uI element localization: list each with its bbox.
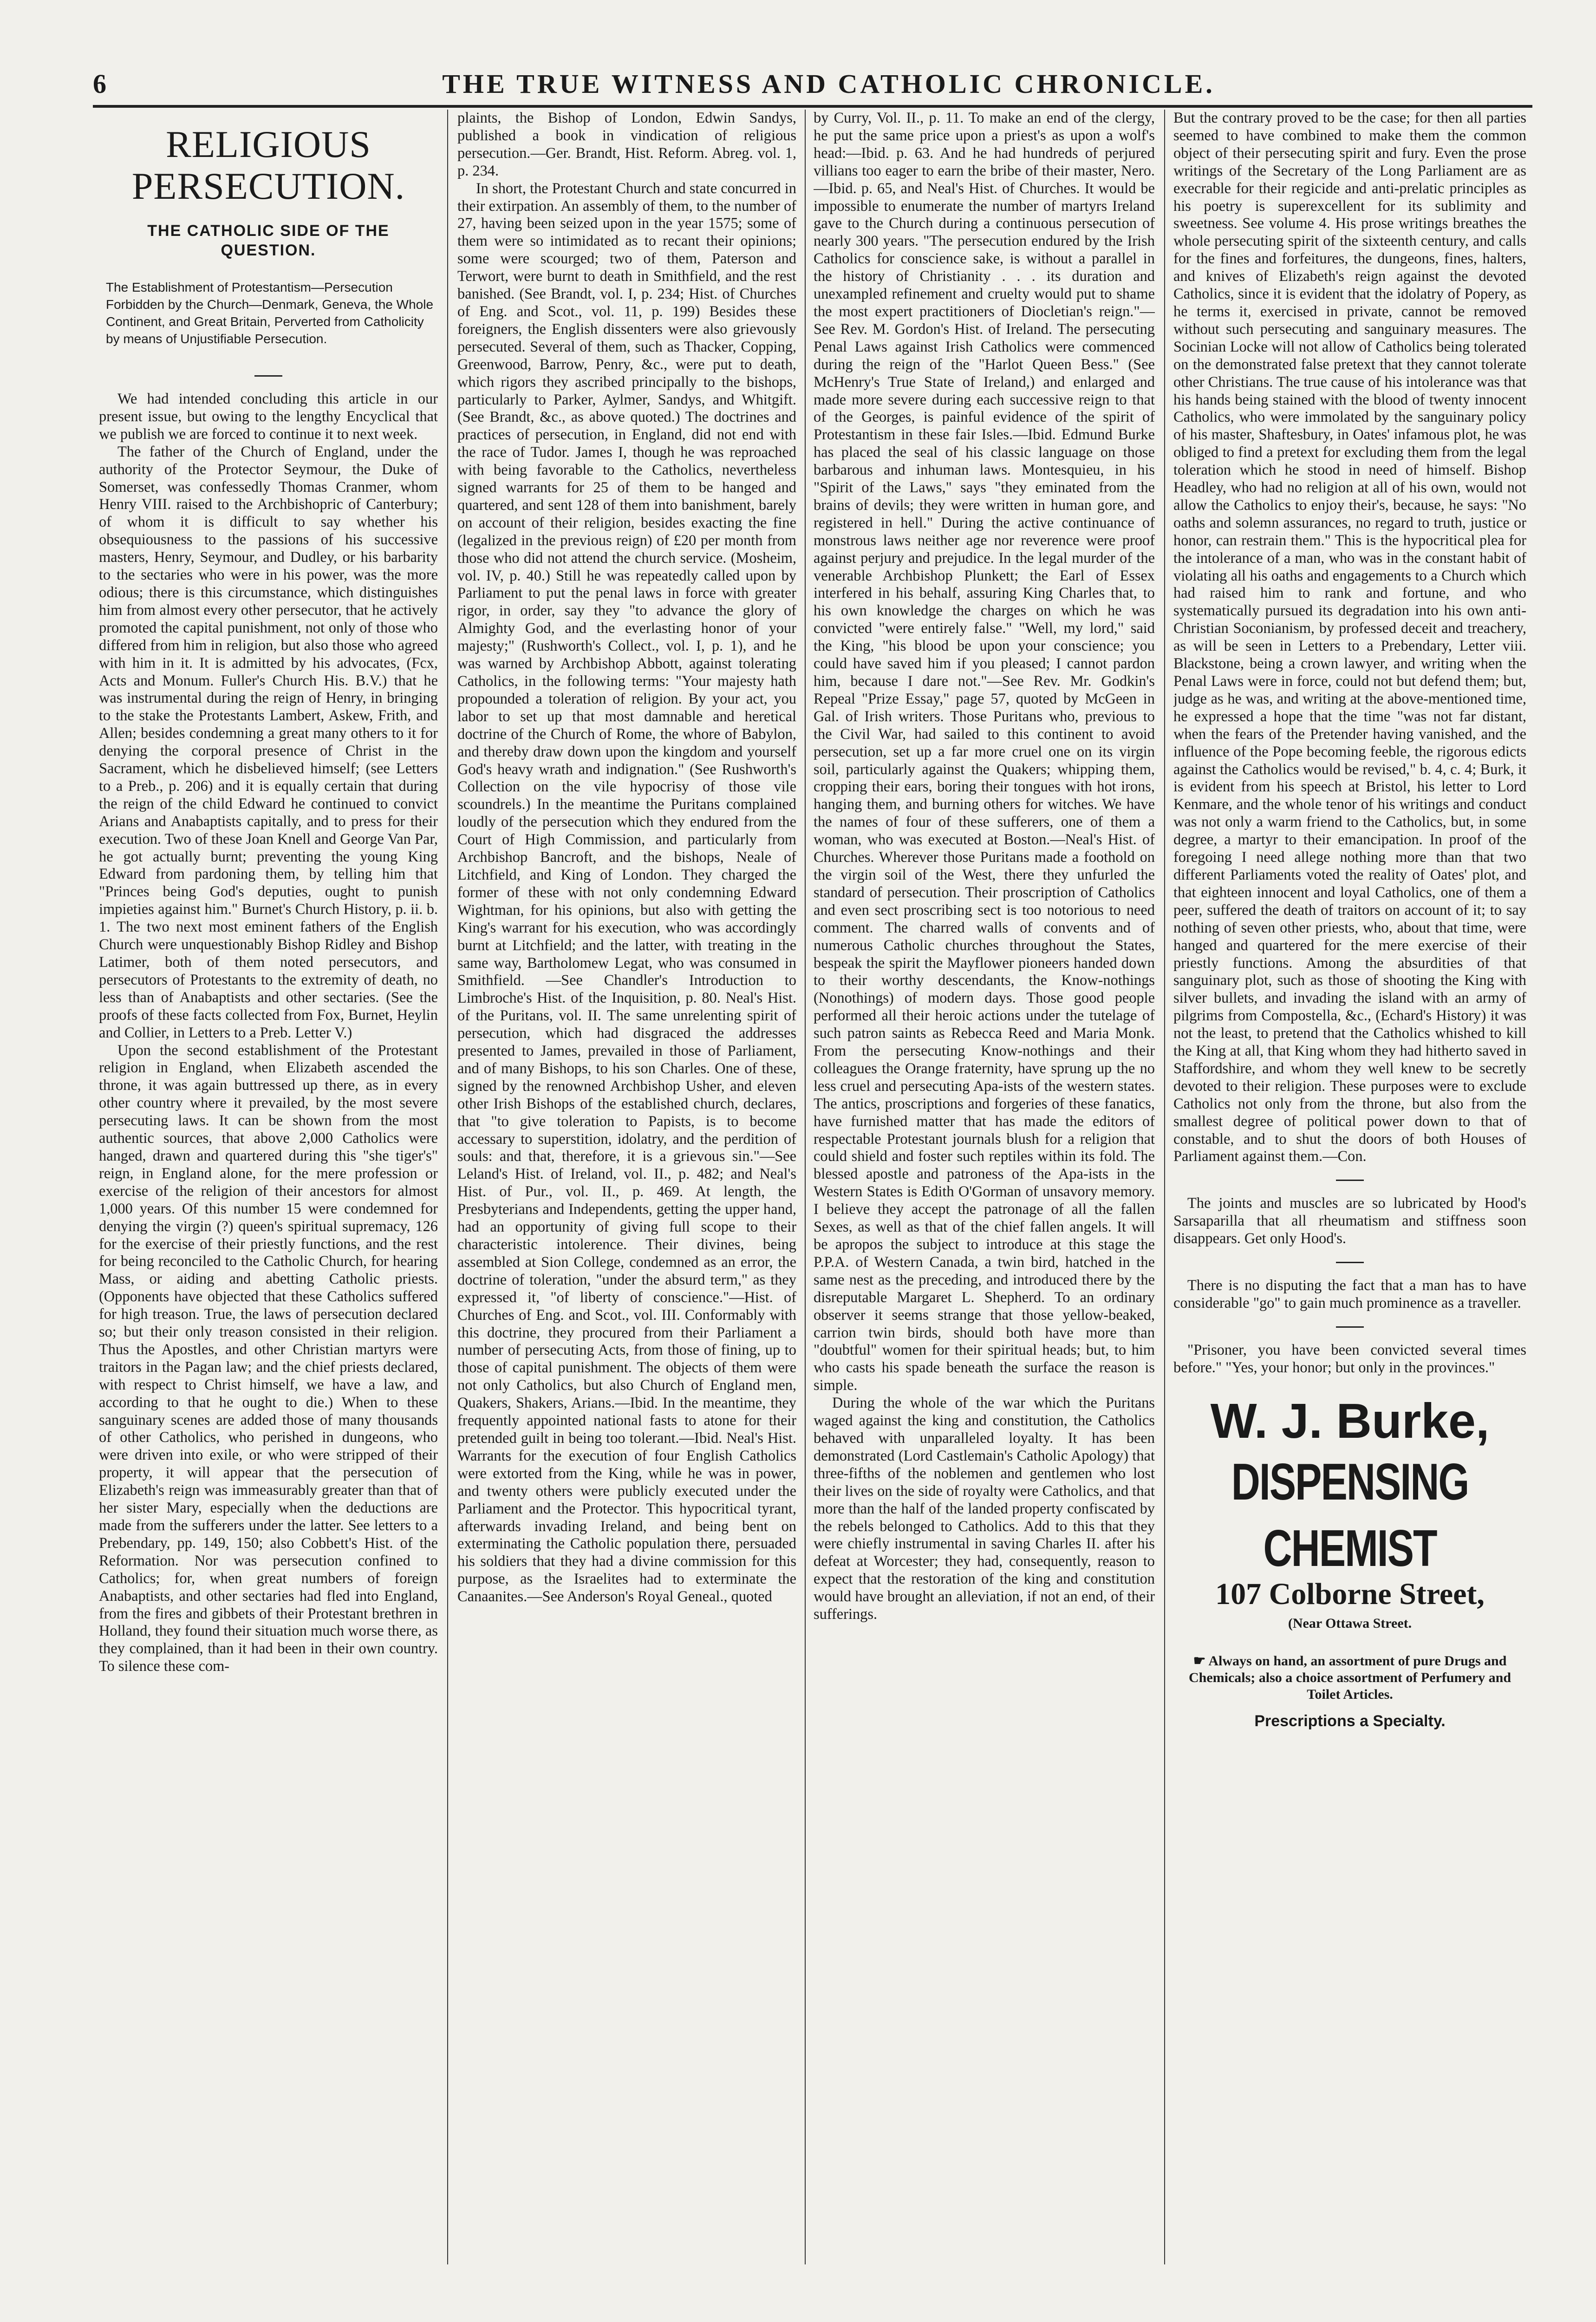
separator-rule xyxy=(1336,1262,1364,1263)
ad-body: ☛ Always on hand, an assortment of pure Drugs and Chemicals; also a choice assortment of Perfumery and Toilet Articles. xyxy=(1188,1653,1511,1702)
paragraph: plaints, the Bishop of London, Edwin Sandys, published a book in vindication of religious persecution.—Ger. Brandt, Hist. Reform. Abreg. vol. 1, p. 234. xyxy=(457,110,796,179)
prisoner-note: "Prisoner, you have been convicted several times before." "Yes, your honor; but only in the provinces." xyxy=(1173,1341,1526,1376)
paragraph: But the contrary proved to be the case; for then all parties seemed to have combined to make them the common object of their persecuting spirit and fury. Even the prose writings of the Secretary of the Long Parliament are as execrable for their regicide and anti-prelatic principles as his poetry is superexcellent for its sublimity and sweetness. See volume 4. His prose writings breathes the whole persecuting spirit of the sixteenth century, and calls for the fines and forfeitures, the dungeons, fines, halters, and knives of Elizabeth's reign against the devoted Catholics, since it is evident that the idolatry of Popery, as he terms it, exercised in private, cannot be removed without such persecuting and sanguinary measures. The Socinian Locke will not allow of Catholics being tolerated on the demonstrated false pretext that they cannot tolerate other Christians. The true cause of his intolerance was that his hands being stained with the blood of twenty innocent Catholics, who were immolated by the sanguinary policy of his master, Shaftesbury, in Oates' infamous plot, he was obliged to find a pretext for excluding them from the legal toleration which he stood in need of himself. Bishop Headley, who had no religion at all of his own, would not allow the Catholics to enjoy their's, because, he says: "No oaths and solemn assurances, no regard to truth, justice or honor, can restrain them." This is the hypocritical plea for the intolerance of a man, who was in the constant habit of violating all his oaths and engagements to a Church which had raised him to rank and fortune, and who systematically pursued its degradation into his own anti-Christian Soconianism, by professed deceit and treachery, as will be seen in Letters to a Prebendary, Letter viii. Blackstone, being a crown lawyer, and writing when the Penal Laws were in force, could not but defend them; but, judge as he was, and writing at the above-mentioned time, he expressed a hope that the time "was not far distant, when the fears of the Pretender having vanished, and the influence of the Pope becoming feeble, the rigorous edicts against the Catholics would be revised," b. 4, c. 4; Burk, it is evident from his speech at Bristol, his letter to Lord Kenmare, and the whole tenor of his writings and conduct was not only a warm friend to the Catholics, but, in some degree, a martyr to their emancipation. In proof of the foregoing I need allege nothing more than that two different Parliaments voted the reality of Oates' plot, and that eighteen innocent and loyal Catholics, one of them a peer, suffered the death of traitors on account of it; to say nothing of seven other priests, who, about that time, were hanged and quartered for the mere exercise of their priestly functions. Among the absurdities of that sanguinary plot, such as those of shooting the King with silver bullets, and invading the island with an army of pilgrims from Compostella, &c., (Echard's History) it was not the least, to pretend that the Catholics whished to kill the King at all, that King whom they had hitherto saved in Staffordshire, and whom they well knew to be secretly devoted to their religion. These purposes were to exclude Catholics not only from the throne, but also from the smallest degree of political power down to that of constable, and to shut the doors of both Houses of Parliament against them.—Con. xyxy=(1173,110,1526,1165)
paragraph: During the whole of the war which the Puritans waged against the king and constitution, the Catholics behaved with unparalleled loyalty. It has been demonstrated (Lord Castlemain's Catholic Apology) that three-fifths of the noblemen and gentlemen who lost their lives on the side of royalty were Catholics, and that more than the half of the landed property confiscated by the rebels belonged to Catholics. Add to this that they were chiefly instrumental in saving Charles II. after his defeat at Worcester; they had, consequently, reason to expect that the restoration of the king and constitution would have brought an alleviation, if not an end, of their sufferings. xyxy=(814,1395,1155,1623)
ad-near: (Near Ottawa Street. xyxy=(1288,1615,1412,1631)
burke-advertisement xyxy=(1173,1391,1526,1732)
hoods-note: The joints and muscles are so lubricated by Hood's Sarsaparilla that all rheumatism and stiffness soon disappears. Get only Hood's. xyxy=(1173,1195,1526,1247)
column-divider xyxy=(447,110,448,2264)
column-3 xyxy=(814,110,1155,2274)
traveller-note: There is no disputing the fact that a man has to have considerable "go" to gain much prominence as a traveller. xyxy=(1173,1277,1526,1311)
deck-rule xyxy=(254,375,282,377)
column-divider xyxy=(1164,110,1165,2264)
column-2 xyxy=(457,110,796,2274)
paragraph: In short, the Protestant Church and state concurred in their extirpation. An assembly of them, to the number of 27, having been seized upon in the year 1575; some of them were so intimidated as to recant their opinions; some were scourged; two of them, Paterson and Terwort, were burnt to death in Smithfield, and the rest banished. (See Brandt, vol. I, p. 234; Hist. of Churches of Eng. and Scot., vol. 11, p. 199) Besides these foreigners, the English dissenters were also grievously persecuted. Several of them, such as Thacker, Copping, Greenwood, Barrow, Penry, &c., were put to death, which rigors they ascribed principally to the bishops, particularly to Parker, Aylmer, Sandys, and Whitgift. (See Brandt, &c., as above quoted.) The doctrines and practices of persecution, in England, did not end with the race of Tudor. James I, though he was reproached with being favorable to the Catholics, nevertheless signed warrants for 25 of them to be hanged and quartered, and sent 128 of them into banishment, barely on account of their religion, besides exacting the fine (legalized in the previous reign) of £20 per month from those who did not attend the church service. (Mosheim, vol. IV, p. 40.) Still he was repeatedly called upon by Parliament to put the penal laws in force with greater rigor, in order, say they "to advance the glory of Almighty God, and the everlasting honor of your majesty;" (Rushworth's Collect., vol. I, p. 1), and he was warned by Archbishop Abbott, against tolerating Catholics, in the following terms: "Your majesty hath propounded a toleration of religion. By your act, you labor to set up that most damnable and heretical doctrine of the Church of Rome, the whore of Babylon, and thereby draw down upon the kingdom and yourself God's heavy wrath and indignation." (See Rushworth's Collection on the vile hypocrisy of those vile scoundrels.) In the meantime the Puritans complained loudly of the persecution which they endured from the Court of High Commission, and particularly from Archbishop Bancroft, and the bishops, Neale of Litchfield, and King of London. They charged the former of these with not only condemning Edward Wightman, for his opinions, but also with getting the King's warrant for his execution, who was accordingly burnt at Litchfield; and the latter, with treating in the same way, Bartholomew Legat, who was consumed in Smithfield. —See Chandler's Introduction to Limbroche's Hist. of the Inquisition, p. 80. Neal's Hist. of the Puritans, vol. II. The same unrelenting spirit of persecution, which had disgraced the addresses presented to James, prevailed in those of Parliament, and of many Bishops, to his son Charles. One of these, signed by the renowned Archbishop Usher, and eleven other Irish Bishops of the established church, declares, that "to give toleration to Papists, is to become accessary to superstition, idolatry, and the perdition of souls: and that, therefore, it is a grievous sin."—See Leland's Hist. of Ireland, vol. II., p. 482; and Neal's Hist. of Pur., vol. II., p. 469. At length, the Presbyterians and Independents, getting the upper hand, had an opportunity of giving full scope to their characteristic intolerence. Their divines, being assembled at Sion College, condemned as an error, the doctrine of toleration, "under the absurd term," as they expressed it, "of liberty of conscience."—Hist. of Churches of Eng. and Scot., vol. III. Conformably with this doctrine, they procured from their Parliament a number of persecuting Acts, from those of fining, up to those of capital punishment. The objects of them were not only Catholics, but also Church of England men, Quakers, Shakers, Arians.—Ibid. In the meantime, they frequently appointed national fasts to atone for their pretended guilt in being too tolerant.—Ibid. Neal's Hist. Warrants for the execution of four English Catholics were extorted from the King, while he was in power, and twenty others were publicly executed under the Parliament and the Protector. This hypocritical tyrant, afterwards invading Ireland, and being bent on exterminating the Catholic population there, persuaded his soldiers that they had a divine commission for this purpose, as the Israelites had to exterminate the Canaanites.—See Anderson's Royal Geneal., quoted xyxy=(457,180,796,1605)
column-1 xyxy=(99,110,438,2274)
masthead-rule xyxy=(93,105,1532,108)
page-number: 6 xyxy=(93,68,106,99)
paragraph: The father of the Church of England, under the authority of the Protector Seymour, the Duke of Somerset, was confessedly Thomas Cranmer, whom Henry VIII. raised to the Archbishopric of Canterbury; of whom it is difficult to say whether his obsequiousness to the passions of his successive masters, Henry, Seymour, and Dudley, or his barbarity to the sectaries who were in his power, was the more odious; there is this circumstance, which distinguishes him from almost every other persecutor, that he actively promoted the capital punishment, not only of those who differed from him in religion, but also those who agreed with him in it. It is admitted by his advocates, (Fcx, Acts and Monum. Fuller's Church His. B.V.) that he was instrumental during the reign of Henry, in bringing to the stake the Protestants Lambert, Askew, Frith, and Allen; besides condemning a great many others to it for denying the corporal presence of Christ in the Sacrament, which he disbelieved himself; (see Letters to a Preb., p. 206) and it is equally certain that during the reign of the child Edward he continued to convict Arians and Anabaptists capitally, and to press for their execution. Two of these Joan Knell and George Van Par, he got actually burnt; preventing the young King Edward from pardoning them, by telling him that "Princes being God's deputies, ought to punish impieties against him." Burnet's Church History, p. ii. b. 1. The two next most eminent fathers of the English Church were unquestionably Bishop Ridley and Bishop Latimer, both of them noted persecutors, and persecutors of Protestants to the extremity of death, no less than of Anabaptists and other sectaries. (See the proofs of these facts collected from Fox, Burnet, Heylin and Collier, in Letters to a Preb. Letter V.) xyxy=(99,443,438,1041)
paragraph: We had intended concluding this article in our present issue, but owing to the lengthy Encyclical that we publish we are forced to continue it to next week. xyxy=(99,391,438,443)
masthead xyxy=(93,70,1532,98)
column-4 xyxy=(1173,110,1526,2274)
article-headline: RELIGIOUS PERSECUTION. xyxy=(131,123,405,207)
newspaper-title: THE TRUE WITNESS AND CATHOLIC CHRONICLE. xyxy=(442,68,1215,99)
paragraph: by Curry, Vol. II., p. 11. To make an end of the clergy, he put the same price upon a priest's as upon a wolf's head:—Ibid. p. 63. And he had hundreds of perjured villians too eager to earn the bribe of their master, Nero.—Ibid. p. 65, and Neal's Hist. of Churches. It would be impossible to enumerate the number of martyrs Ireland gave to the Church during a continuous persecution of nearly 300 years. "The persecution endured by the Irish Catholics for conscience sake, is without a parallel in the history of Christianity . . . its duration and unexampled refinement and cruelty would put to shame the most expert practitioners of Diocletian's reign."—See Rev. M. Gordon's Hist. of Ireland. The persecuting Penal Laws against Irish Catholics were commenced during the reign of the "Harlot Queen Bess." (See McHenry's True State of Ireland,) and enlarged and made more severe during each successive reign to that of the Georges, is painful evidence of the spirit of Protestantism in these fair Isles.—Ibid. Edmund Burke has placed the seal of his classic language on those barbarous and inhuman laws. Montesquieu, in his "Spirit of the Laws," says "they eminated from the brains of devils; they were written in human gore, and registered in hell." During the active continuance of monstrous laws neither age nor reverence were proof against perjury and prejudice. In the legal murder of the venerable Archbishop Plunkett; the Earl of Essex interfered in his behalf, assuring King Charles that, to his own knowledge the charges on which he was convicted "were entirely false." "Well, my lord," said the King, "his blood be upon your conscience; you could have saved him if you pleased; I cannot pardon him, because I dare not."—See Rev. Mr. Godkin's Repeal "Prize Essay," page 57, quoted by McGeen in Gal. of Irish writers. Those Puritans who, previous to the Civil War, had sailed to this continent to avoid persecution, set up a far more cruel one on its virgin soil, particularly against the Quakers; whipping them, cropping their ears, boring their tongues with hot irons, hanging them, and burning others for witches. We have the names of four of these sufferers, one of them a woman, who was executed at Boston.—Neal's Hist. of Churches. Wherever those Puritans made a foothold on the virgin soil of the West, there they unfurled the standard of persecution. Their proscription of Catholics and even sect proscribing sect is too notorious to need comment. The charred walls of convents and of numerous Catholic churches throughout the States, bespeak the spirit the Mayflower pioneers handed down to their worthy descendants, the Know-nothings (Nonothings) of modern days. Those good people performed all their heroic actions under the tutelage of such patron saints as Rebecca Reed and Maria Monk. From the persecuting Know-nothings and their colleagues the Orange fraternity, have sprung up the no less cruel and persecuting Apa-ists of the western states. The antics, proscriptions and forgeries of these fanatics, have furnished matter that has made the editors of respectable Protestant journals blush for a religion that could shield and foster such reptiles within its fold. The blessed apostle and patroness of the Apa-ists in the Western States is Edith O'Gorman of unsavory memory. I believe they accept the patronage of all the fallen Sexes, as well as that of the chief fallen angels. It will be apropos the subject to introduce at this stage the P.P.A. of Western Canada, a twin bird, hatched in the same nest as the preceding, and introduced there by the disreputable Margaret L. Shepherd. To an ordinary observer it seems strange that those yellow-beaked, carrion twin birds, should both have more than "doubtful" women for their spiritual heads; but, to him who casts his spade beneath the surface the reason is simple. xyxy=(814,110,1155,1394)
article-subhead: THE CATHOLIC SIDE OF THE QUESTION. xyxy=(147,222,390,259)
paragraph: Upon the second establishment of the Protestant religion in England, when Elizabeth ascended the throne, it was again buttressed up there, as in every other country where it prevailed, by the most severe persecuting laws. It can be shown from the most authentic sources, that above 2,000 Catholics were hanged, drawn and quartered during this "she tiger's" reign, in England alone, for the mere profession or exercise of the religion of their ancestors for almost 1,000 years. Of this number 15 were condemned for denying the virgin (?) queen's spiritual supremacy, 126 for the exercise of their priestly functions, and the rest for being reconciled to the Catholic Church, for hearing Mass, or aiding and abetting Catholic priests. (Opponents have objected that these Catholics suffered for high treason. True, the laws of persecution declared so; but their only treason consisted in their religion. Thus the Apostles, and other Christian martyrs were traitors in the Pagan law; and the chief priests declared, with respect to Christ himself, we have a law, and according to that he ought to die.) When to these sanguinary scenes are added those of many thousands of other Catholics, who perished in dungeons, who were driven into exile, or who were stripped of their property, it will appear that the persecution of Elizabeth's reign was immeasurably greater than that of her sister Mary, especially when the deductions are made from the sufferers under the latter. See letters to a Prebendary, pp. 149, 150; also Cobbett's Hist. of the Reformation. Nor was persecution confined to Catholics; for, when great numbers of foreign Anabaptists, and other sectaries had fled into England, from the fires and gibbets of their Protestant brethren in Holland, they found their situation much worse there, as they complained, than it had been in their own country. To silence these com- xyxy=(99,1042,438,1675)
ad-name: W. J. Burke, xyxy=(1210,1393,1490,1448)
column-divider xyxy=(805,110,806,2264)
separator-rule xyxy=(1336,1326,1364,1328)
pointing-hand-icon: ☛ xyxy=(1193,1653,1209,1669)
article-deck: The Establishment of Protestantism—Persecution Forbidden by the Church—Denmark, Geneva, the Whole Continent, and Great Britain, Perverted from Catholicity by means of Unjustifiable Persecution. xyxy=(106,280,434,346)
ad-address: 107 Colborne Street, xyxy=(1215,1577,1485,1611)
ad-specialty: Prescriptions a Specialty. xyxy=(1254,1712,1446,1730)
separator-rule xyxy=(1336,1180,1364,1181)
ad-trade: DISPENSING CHEMIST xyxy=(1231,1453,1469,1578)
